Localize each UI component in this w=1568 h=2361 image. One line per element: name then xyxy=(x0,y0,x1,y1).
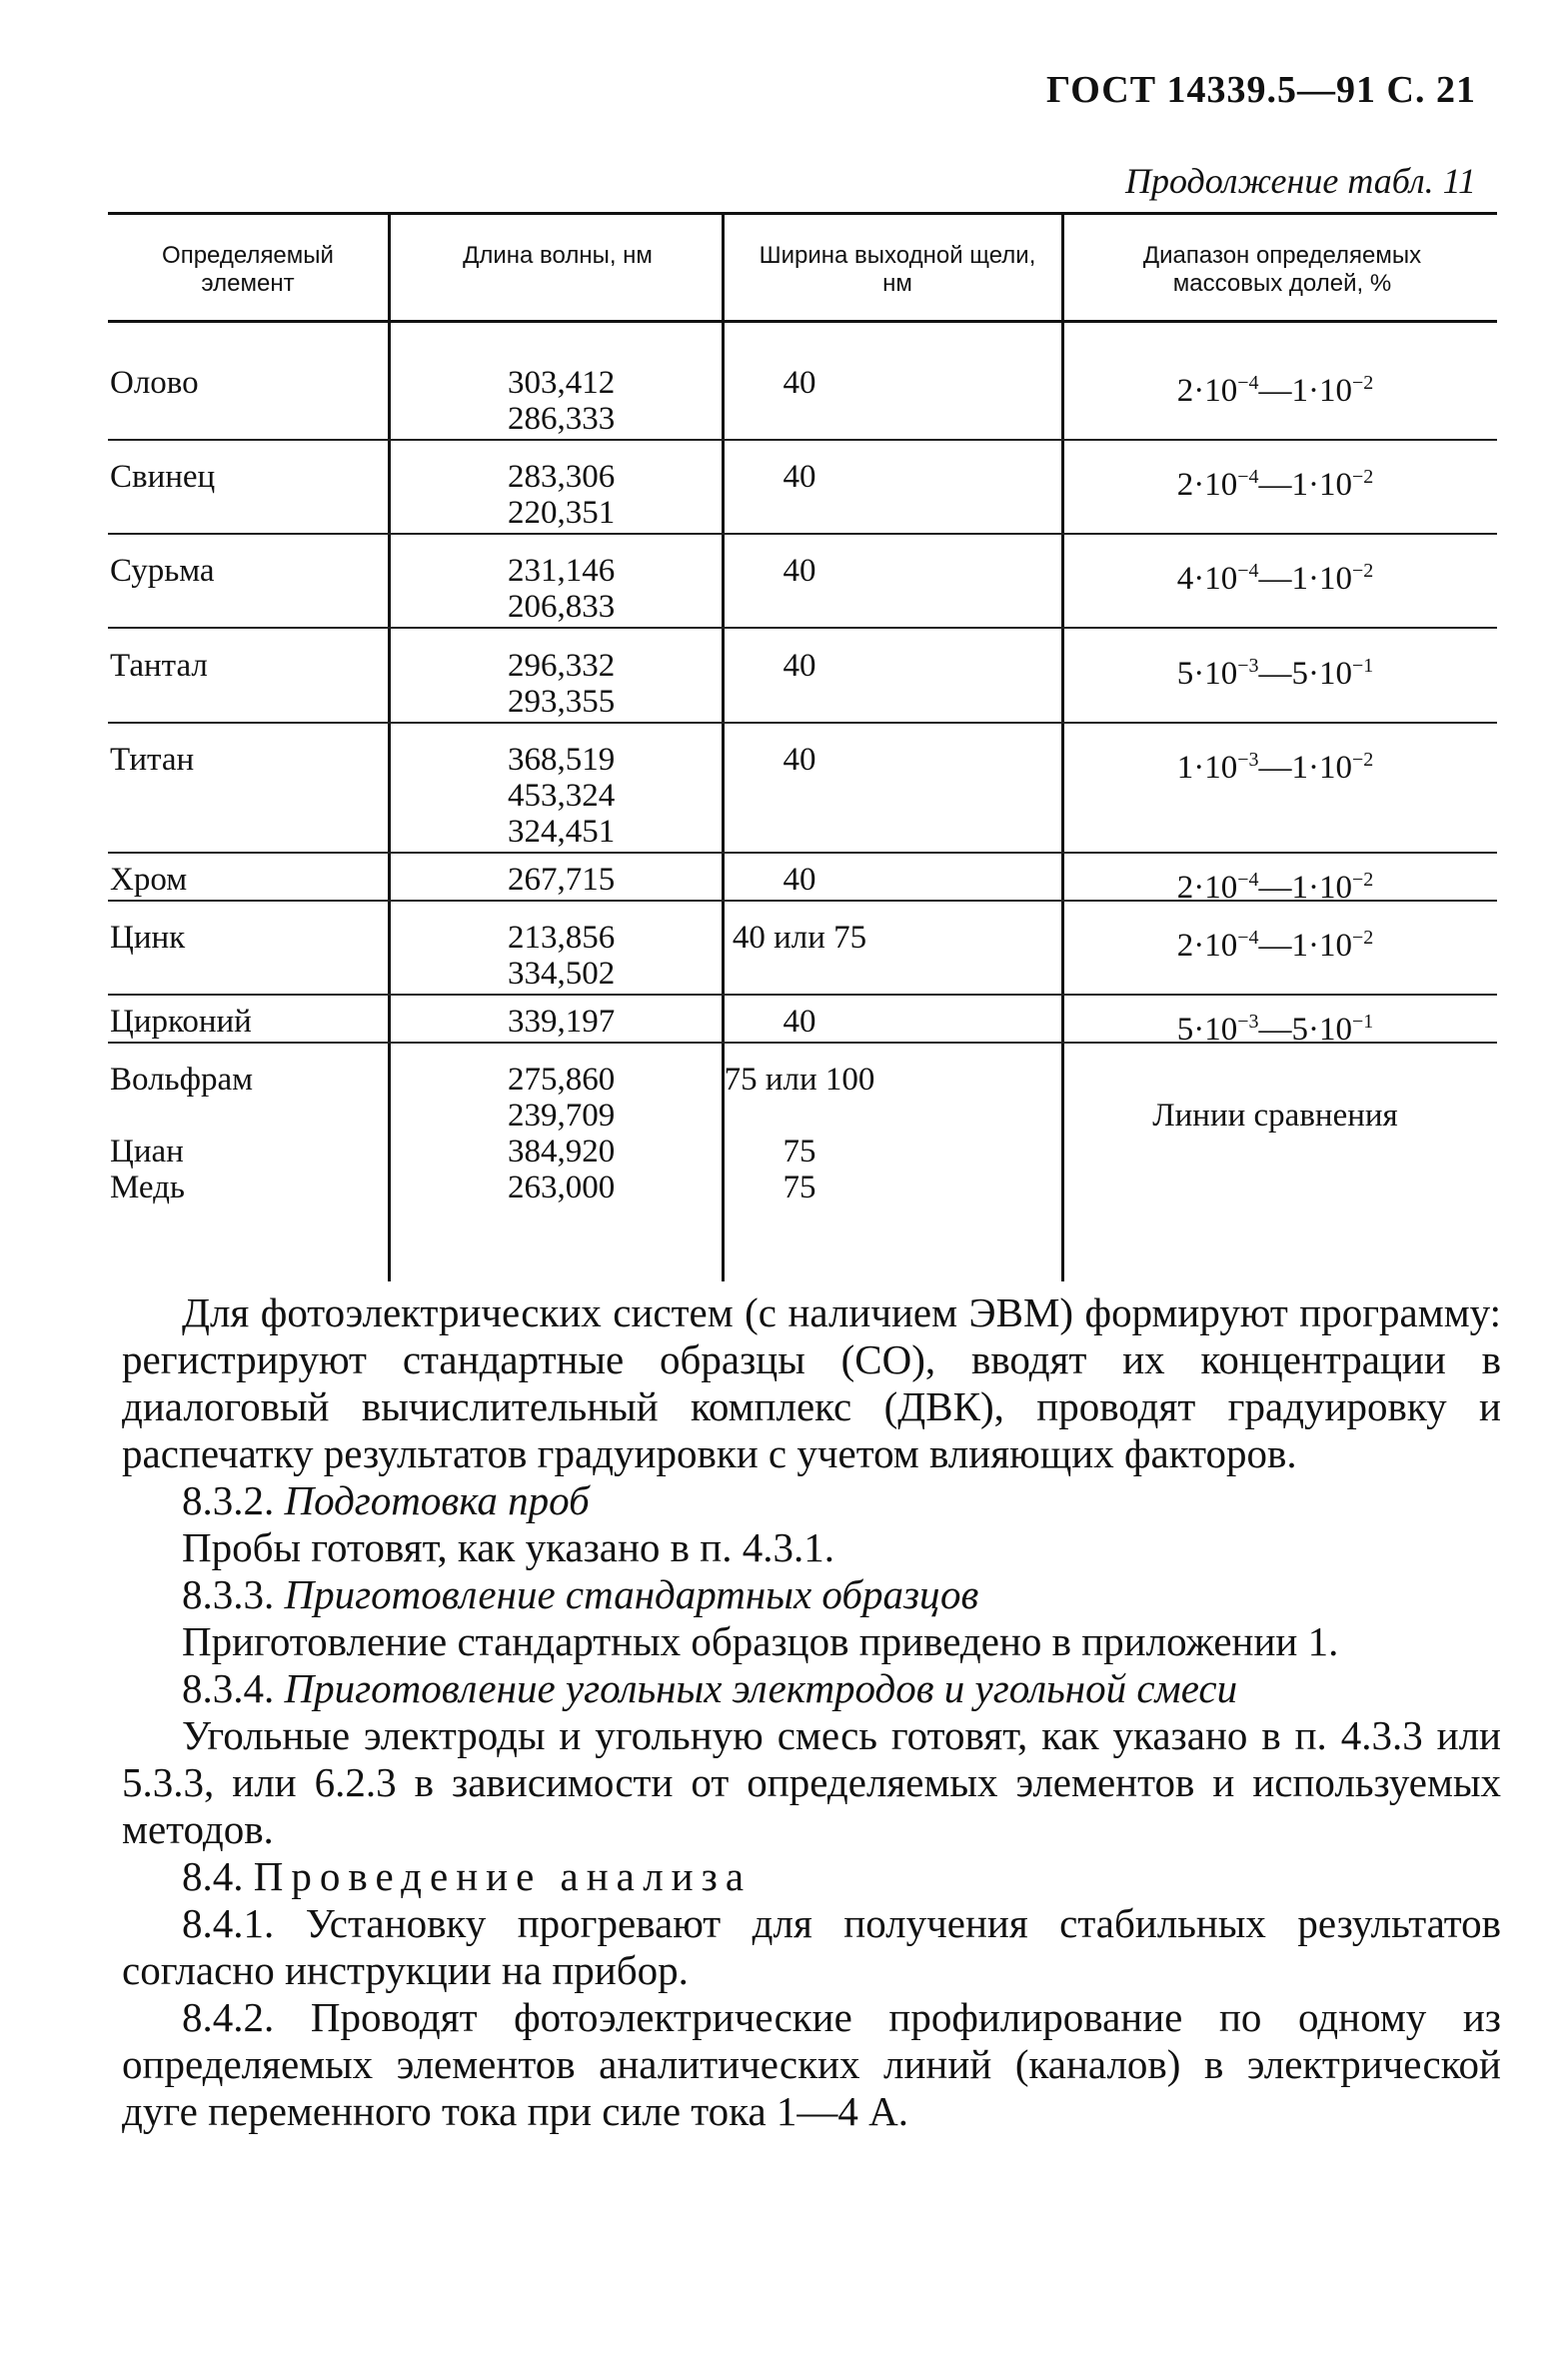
cell-slit: 40 xyxy=(783,459,816,495)
row-rule xyxy=(108,994,1497,996)
row-rule xyxy=(108,722,1497,724)
cell-slit: 40 или 75 xyxy=(732,920,867,956)
col-header-wavelength: Длина волны, нм xyxy=(463,242,653,269)
section-8-4-1: 8.4.1. Установку прогревают для получения стабильных результатов согласно инструкции на прибор. xyxy=(122,1900,1501,1993)
table-col-divider-3 xyxy=(1061,212,1064,1281)
section-8-3-2-text: Пробы готовят, как указано в п. 4.3.1. xyxy=(182,1524,834,1570)
table-11 xyxy=(108,212,1497,1281)
table-continuation-label: Продолжение табл. 11 xyxy=(1124,161,1476,201)
table-top-rule xyxy=(108,212,1497,215)
section-8-3-2: 8.3.2. Подготовка проб xyxy=(182,1477,590,1523)
section-8-4: 8.4. Проведение анализа xyxy=(182,1853,753,1899)
cell-element: Сурьма xyxy=(110,553,215,589)
cell-comparison-wavelengths: 275,860 239,709 384,920 263,000 xyxy=(508,1062,616,1205)
row-rule xyxy=(108,852,1497,854)
col-header-slit: Ширина выходной щели, нм xyxy=(759,242,1036,297)
row-rule xyxy=(108,533,1497,535)
row-rule xyxy=(108,439,1497,441)
cell-range: $4\cdot 10^{-4}—1\cdot 10^{-2}$ xyxy=(1176,560,1374,597)
cell-comparison-elements: Вольфрам Циан Медь xyxy=(110,1062,254,1205)
cell-wavelength: 283,306 220,351 xyxy=(508,459,616,531)
cell-range: $2\cdot 10^{-4}—1\cdot 10^{-2}$ xyxy=(1176,927,1374,964)
cell-range: $5\cdot 10^{-3}—5\cdot 10^{-1}$ xyxy=(1176,1011,1374,1048)
section-8-3-3-text: Приготовление стандартных образцов приведено в приложении 1. xyxy=(182,1618,1339,1664)
cell-range: $5\cdot 10^{-3}—5\cdot 10^{-1}$ xyxy=(1176,655,1374,692)
cell-slit: 40 xyxy=(783,365,816,401)
section-8-3-4-text: Угольные электроды и угольную смесь готовят, как указано в п. 4.3.3 или 5.3.3, или 6.2.3 в зависимости от определяемых элементов и используемых методов. xyxy=(122,1712,1501,1852)
cell-element: Цирконий xyxy=(110,1004,252,1040)
cell-range: $2\cdot 10^{-4}—1\cdot 10^{-2}$ xyxy=(1176,372,1374,409)
row-rule xyxy=(108,627,1497,629)
cell-slit: 40 xyxy=(783,742,816,778)
cell-slit: 40 xyxy=(783,862,816,898)
cell-comparison-slits: 75 или 100 75 75 xyxy=(724,1062,875,1205)
cell-wavelength: 296,332 293,355 xyxy=(508,648,616,720)
cell-element: Хром xyxy=(110,862,188,898)
table-col-divider-1 xyxy=(388,212,391,1281)
cell-element: Олово xyxy=(110,365,199,401)
col-header-element: Определяемый элемент xyxy=(162,242,334,297)
cell-range: $2\cdot 10^{-4}—1\cdot 10^{-2}$ xyxy=(1176,466,1374,503)
cell-wavelength: 267,715 xyxy=(508,862,616,898)
cell-wavelength: 213,856 334,502 xyxy=(508,920,616,992)
cell-wavelength: 231,146 206,833 xyxy=(508,553,616,625)
table-header-rule xyxy=(108,320,1497,323)
cell-wavelength: 368,519 453,324 324,451 xyxy=(508,742,616,850)
cell-comparison-label: Линии сравнения xyxy=(1152,1098,1398,1134)
cell-slit: 40 xyxy=(783,1004,816,1040)
cell-range: $2\cdot 10^{-4}—1\cdot 10^{-2}$ xyxy=(1176,869,1374,906)
page-header: ГОСТ 14339.5—91 С. 21 xyxy=(1046,69,1476,111)
cell-element: Титан xyxy=(110,742,195,778)
section-8-3-4: 8.3.4. Приготовление угольных электродов и угольной смеси xyxy=(182,1665,1238,1711)
paragraph-photoelectric: Для фотоэлектрических систем (с наличием ЭВМ) формируют программу: регистрируют стандартные образцы (СО), вводят их концентрации в диалоговый вычислительный комплекс (ДВК), проводят градуировку и распечатку результатов градуировки с учетом влияющих факторов. xyxy=(122,1289,1501,1476)
section-8-3-3: 8.3.3. Приготовление стандартных образцов xyxy=(182,1571,979,1617)
cell-slit: 40 xyxy=(783,553,816,589)
cell-wavelength: 303,412 286,333 xyxy=(508,365,616,437)
cell-range: $1\cdot 10^{-3}—1\cdot 10^{-2}$ xyxy=(1176,749,1374,786)
cell-element: Свинец xyxy=(110,459,216,495)
cell-element: Тантал xyxy=(110,648,208,684)
cell-wavelength: 339,197 xyxy=(508,1004,616,1040)
body-text xyxy=(122,1289,1501,2135)
cell-element: Цинк xyxy=(110,920,186,956)
cell-slit: 40 xyxy=(783,648,816,684)
section-8-4-2: 8.4.2. Проводят фотоэлектрические профилирование по одному из определяемых элементов аналитических линий (каналов) в электрической дуге переменного тока при силе тока 1—4 А. xyxy=(122,1994,1501,2134)
col-header-range: Диапазон определяемых массовых долей, % xyxy=(1142,242,1422,297)
